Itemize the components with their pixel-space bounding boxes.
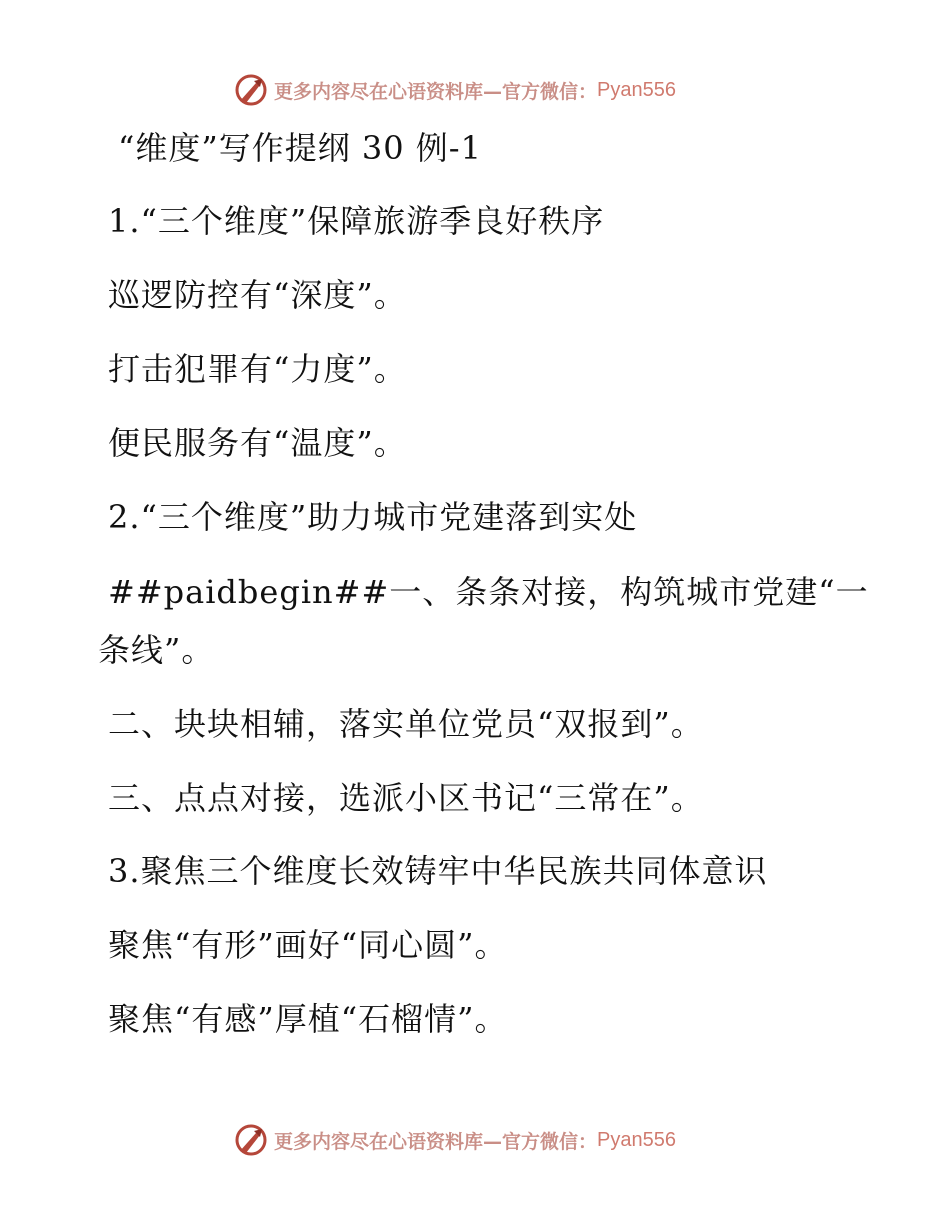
section-heading-2: 2.“三个维度”助力城市党建落到实处 [108,498,638,536]
paragraph-line: 聚焦“有形”画好“同心圆”。 [108,926,508,964]
footer-watermark [234,1123,676,1157]
watermark-text: 更多内容尽在心语资料库—官方微信： [274,1130,598,1153]
paragraph-line-continued: 条线”。 [98,631,215,669]
pen-logo-icon [234,1123,268,1157]
paragraph-line: 三、点点对接，选派小区书记“三常在”。 [108,779,704,817]
paragraph-line: ##paidbegin##一、条条对接，构筑城市党建“一 [108,573,869,611]
section-heading-1: 1.“三个维度”保障旅游季良好秩序 [108,202,605,240]
watermark-wechat-id: Pyan556 [597,78,676,101]
paragraph-line: 打击犯罪有“力度”。 [108,350,407,388]
pen-logo-icon [234,73,268,107]
section-heading-3: 3.聚焦三个维度长效铸牢中华民族共同体意识 [108,852,768,890]
watermark-text: 更多内容尽在心语资料库—官方微信： [274,80,598,103]
header-watermark [234,73,676,107]
document-title: “维度”写作提纲 30 例-1 [118,129,482,167]
paragraph-line: 便民服务有“温度”。 [108,424,407,462]
paragraph-line: 巡逻防控有“深度”。 [108,276,407,314]
paragraph-line: 二、块块相辅，落实单位党员“双报到”。 [108,705,704,743]
watermark-wechat-id: Pyan556 [597,1128,676,1151]
paragraph-line: 聚焦“有感”厚植“石榴情”。 [108,1000,508,1038]
